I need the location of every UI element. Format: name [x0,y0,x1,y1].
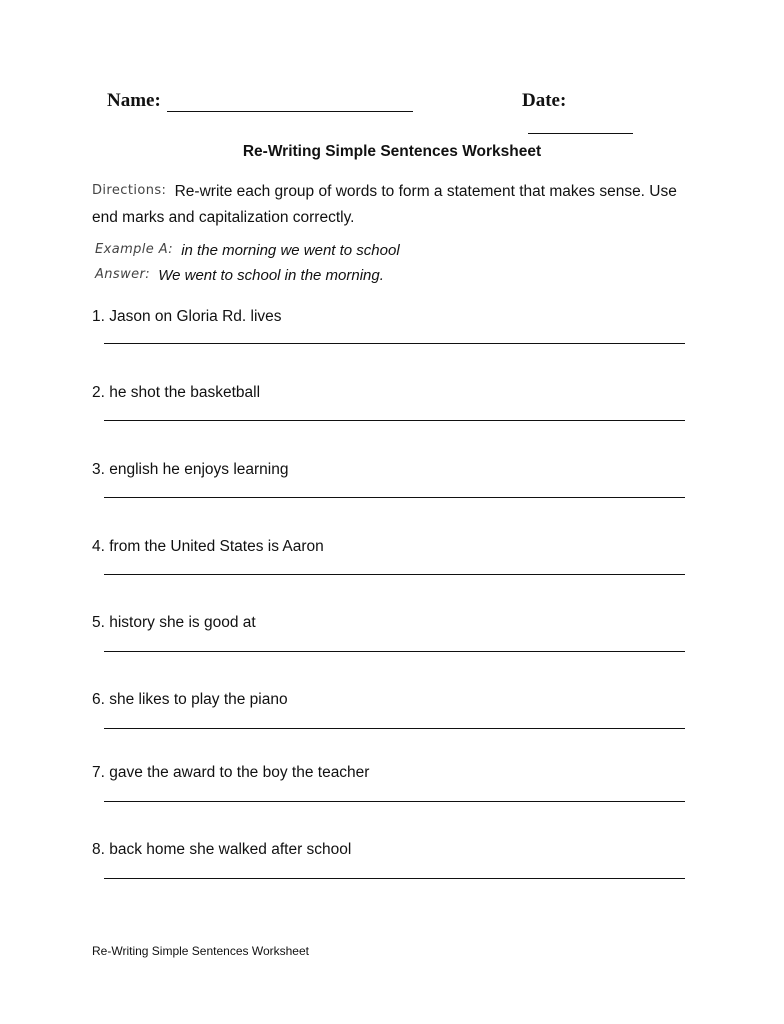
exercise-item-1: 1. Jason on Gloria Rd. lives [92,308,282,325]
answer-line-7[interactable] [104,801,685,802]
name-blank-line[interactable] [167,95,413,112]
exercise-item-8: 8. back home she walked after school [92,841,352,858]
answer-line-5[interactable] [104,651,685,652]
answer-line-6[interactable] [104,728,685,729]
exercise-item-7: 7. gave the award to the boy the teacher [92,764,370,781]
directions-label: Directions: [92,183,167,198]
example-answer [95,267,384,284]
example-label: Example A: [95,242,174,257]
worksheet-header [107,90,677,118]
answer-label: Answer: [95,267,151,282]
exercise-item-3: 3. english he enjoys learning [92,461,289,478]
answer-text: We went to school in the morning. [158,267,384,284]
directions [92,178,692,231]
date-blank-line[interactable] [528,117,633,134]
answer-line-3[interactable] [104,497,685,498]
date-label: Date: [522,90,567,111]
page-footer: Re-Writing Simple Sentences Worksheet [92,944,309,958]
answer-line-4[interactable] [104,574,685,575]
exercise-item-5: 5. history she is good at [92,614,256,631]
directions-text: Re-write each group of words to form a statement that makes sense. Use end marks and capitalization correctly. [92,183,677,226]
example-a [95,242,400,259]
exercise-item-4: 4. from the United States is Aaron [92,538,324,555]
exercise-item-6: 6. she likes to play the piano [92,691,288,708]
worksheet-title: Re-Writing Simple Sentences Worksheet [242,143,542,160]
name-field[interactable] [107,90,413,112]
answer-line-2[interactable] [104,420,685,421]
date-field[interactable] [522,90,677,134]
example-text: in the morning we went to school [181,242,400,259]
answer-line-1[interactable] [104,343,685,344]
name-label: Name: [107,90,161,111]
exercise-item-2: 2. he shot the basketball [92,384,261,401]
answer-line-8[interactable] [104,878,685,879]
